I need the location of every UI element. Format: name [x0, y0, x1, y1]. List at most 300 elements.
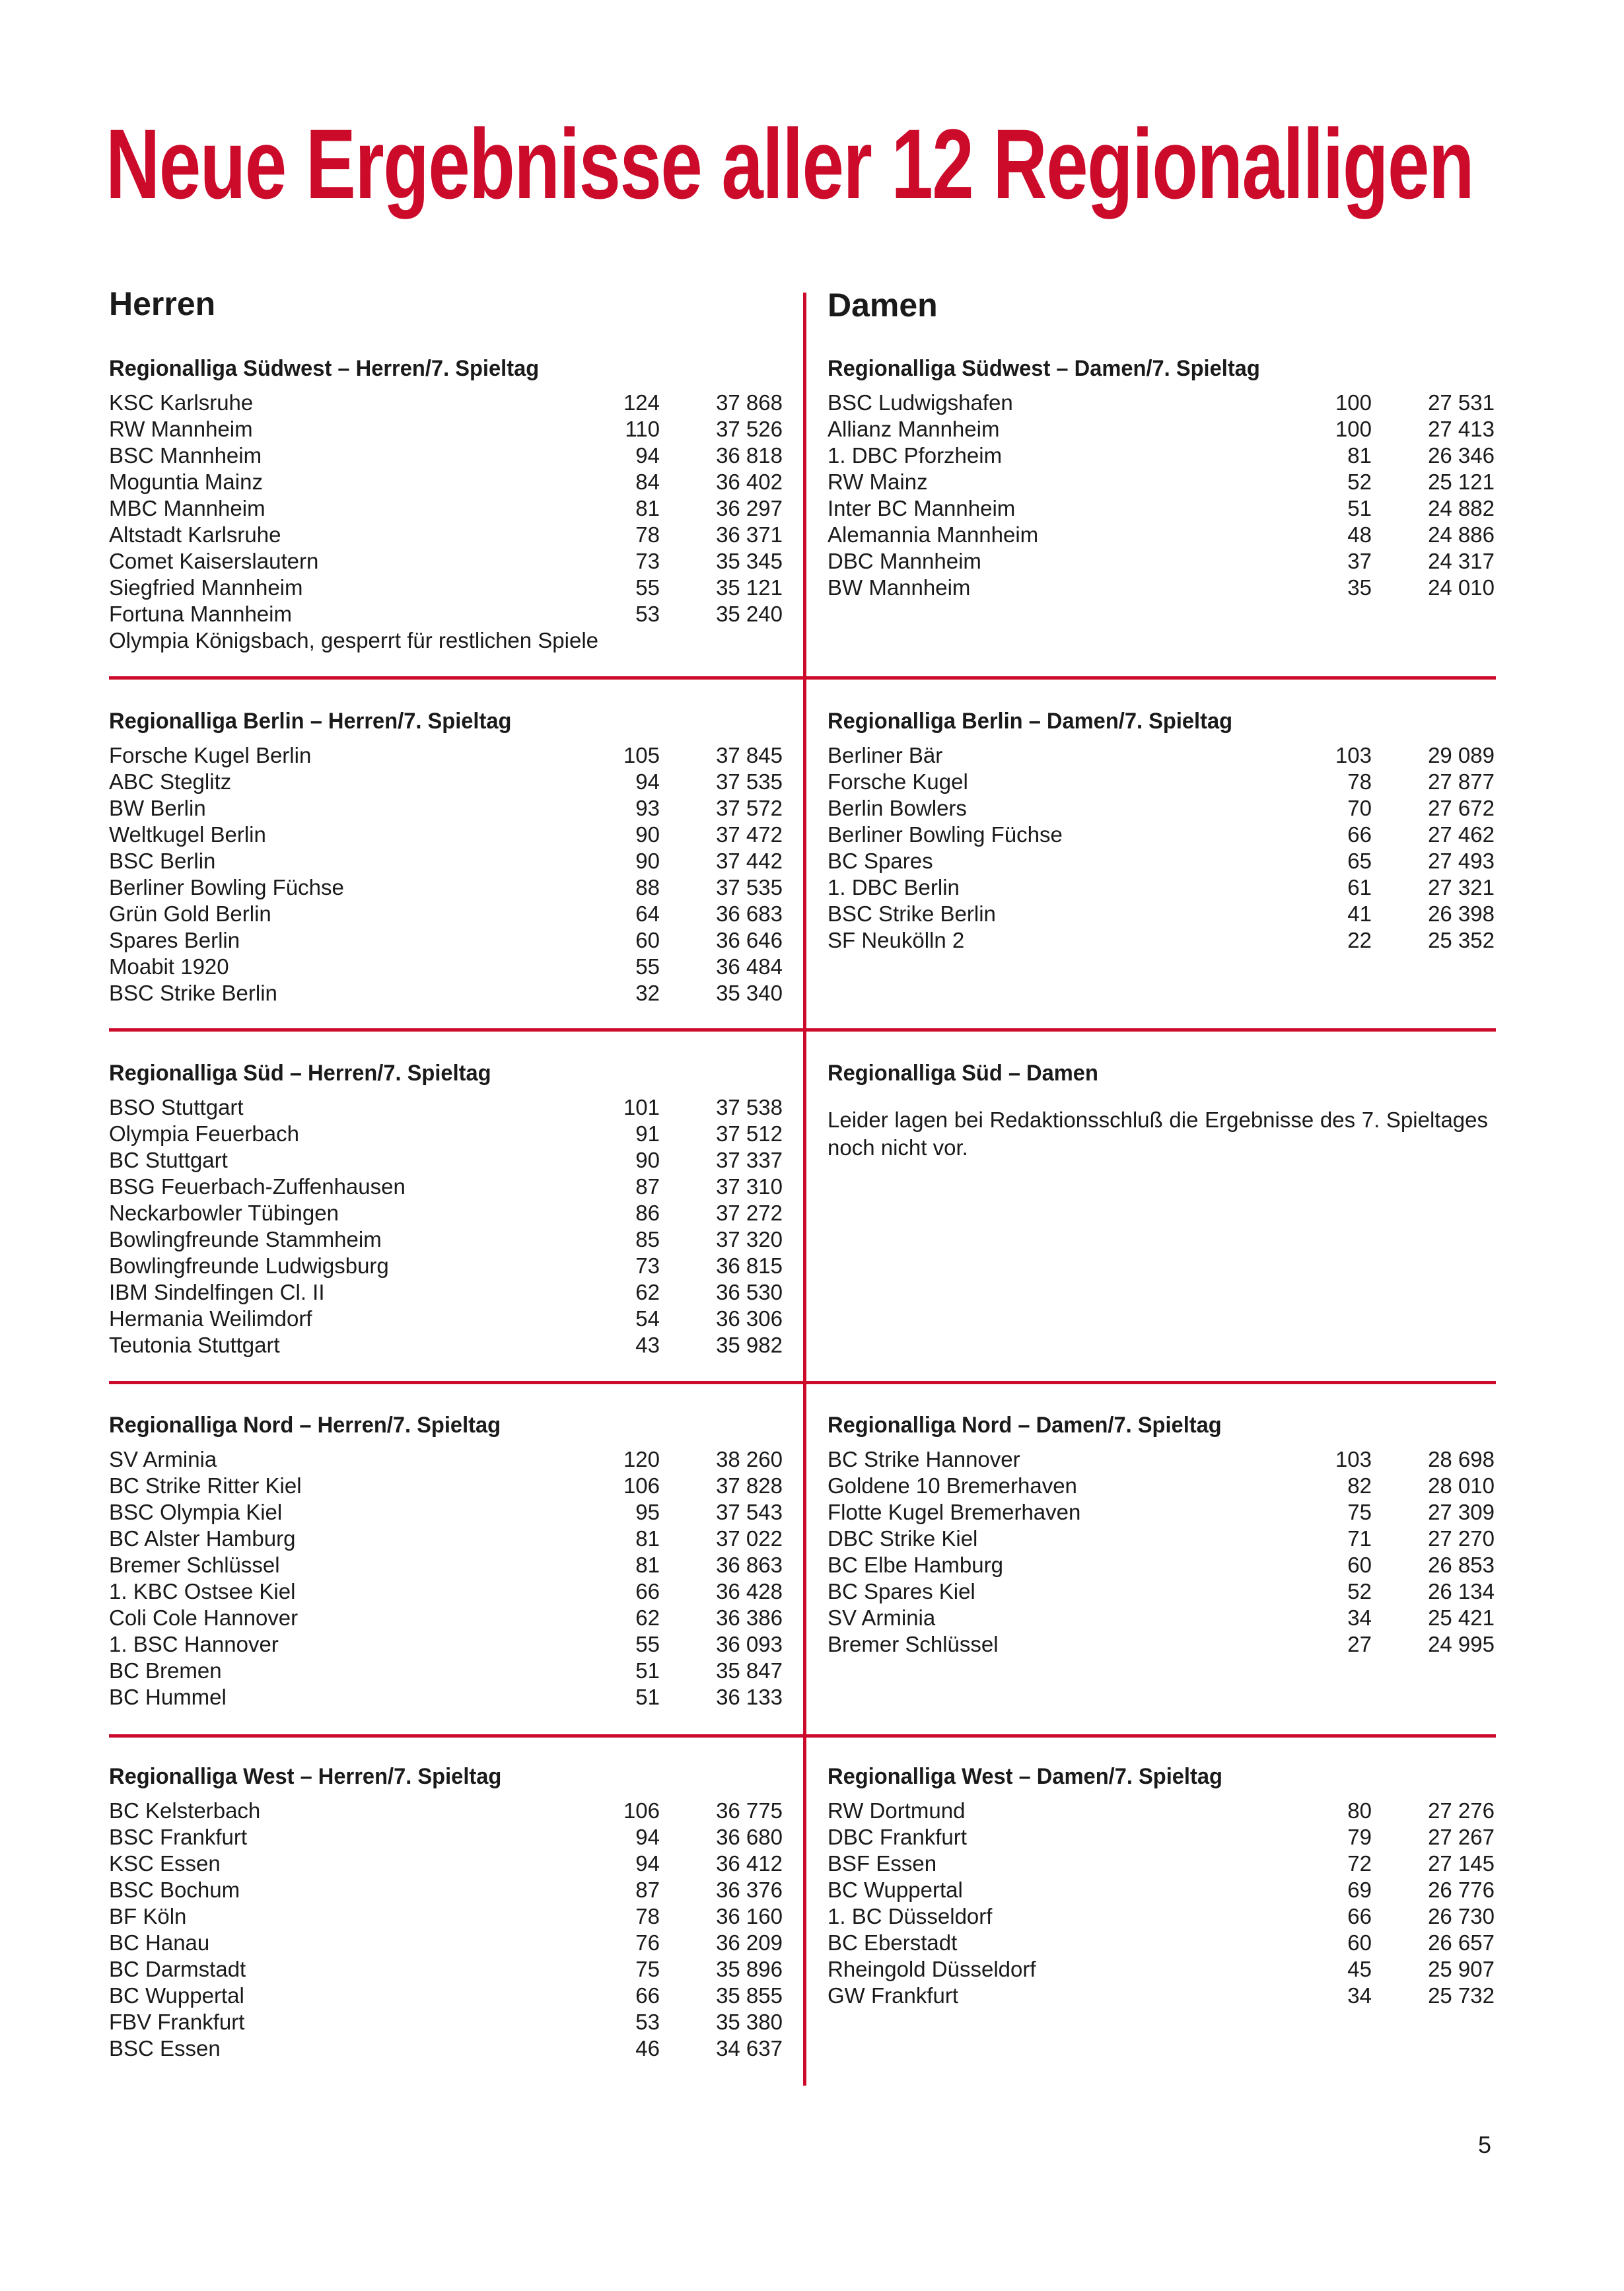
- points-value: 94: [635, 443, 660, 468]
- team-name: 1. KBC Ostsee Kiel: [109, 1579, 296, 1604]
- points-value: 100: [1335, 417, 1372, 441]
- team-name: BSC Strike Berlin: [828, 901, 996, 926]
- table-row: [828, 442, 1495, 469]
- table-row: [109, 1306, 783, 1332]
- team-name: BSF Essen: [828, 1851, 937, 1876]
- team-name: BC Darmstadt: [109, 1957, 246, 1981]
- table-row: [109, 1279, 783, 1306]
- pins-value: 37 022: [716, 1526, 783, 1551]
- points-value: 66: [1347, 822, 1372, 847]
- pins-value: 35 345: [716, 549, 783, 573]
- points-value: 87: [635, 1174, 660, 1199]
- team-name: Spares Berlin: [109, 928, 240, 952]
- points-value: 106: [623, 1798, 660, 1823]
- pins-value: 24 886: [1428, 522, 1495, 547]
- points-value: 43: [635, 1333, 660, 1357]
- pins-value: 35 340: [716, 981, 783, 1005]
- points-value: 75: [635, 1957, 660, 1981]
- points-value: 73: [635, 549, 660, 573]
- table-row: [109, 822, 783, 848]
- points-value: 54: [635, 1306, 660, 1331]
- team-name: BC Wuppertal: [109, 1983, 244, 2008]
- pins-value: 36 376: [716, 1878, 783, 1902]
- team-name: BSC Bochum: [109, 1878, 240, 1902]
- table-row: [109, 601, 783, 627]
- points-value: 62: [635, 1605, 660, 1630]
- table-row: [828, 1631, 1495, 1658]
- table-row: [109, 901, 783, 927]
- team-name: Olympia Feuerbach: [109, 1121, 299, 1146]
- table-row: [828, 1473, 1495, 1499]
- points-value: 120: [623, 1447, 660, 1471]
- table-row: [828, 1552, 1495, 1578]
- team-name: BSC Frankfurt: [109, 1825, 248, 1849]
- table-row: [109, 1658, 783, 1684]
- team-name: BSO Stuttgart: [109, 1095, 244, 1119]
- standings-table: [828, 1446, 1495, 1658]
- table-row: [109, 1850, 783, 1877]
- pins-value: 37 526: [716, 417, 783, 441]
- pins-value: 36 297: [716, 496, 783, 520]
- pins-value: 37 828: [716, 1473, 783, 1498]
- team-name: Goldene 10 Bremerhaven: [828, 1473, 1077, 1498]
- table-row: [828, 1983, 1495, 2009]
- pins-value: 26 730: [1428, 1904, 1495, 1928]
- table-row: [828, 742, 1495, 769]
- points-value: 94: [635, 1825, 660, 1849]
- team-name: BC Strike Hannover: [828, 1447, 1020, 1471]
- league-block-damen-west: [828, 1762, 1495, 2009]
- pins-value: 37 535: [716, 769, 783, 794]
- points-value: 69: [1347, 1878, 1372, 1902]
- team-name: Berliner Bowling Füchse: [828, 822, 1063, 847]
- pins-value: 37 512: [716, 1121, 783, 1146]
- team-name: 1. DBC Pforzheim: [828, 443, 1003, 468]
- pins-value: 37 472: [716, 822, 783, 847]
- pins-value: 24 995: [1428, 1632, 1495, 1656]
- points-value: 75: [1347, 1500, 1372, 1524]
- table-row: [109, 1332, 783, 1358]
- team-name: Bremer Schlüssel: [828, 1632, 999, 1656]
- table-row: [828, 901, 1495, 927]
- pins-value: 35 896: [716, 1957, 783, 1981]
- table-row: [109, 442, 783, 469]
- team-name: BC Alster Hamburg: [109, 1526, 296, 1551]
- league-title: Regionalliga Berlin – Damen/7. Spieltag: [828, 709, 1233, 734]
- team-name: BSC Berlin: [109, 849, 216, 873]
- table-row: [828, 927, 1495, 954]
- table-row: [828, 1526, 1495, 1552]
- team-name: RW Dortmund: [828, 1798, 966, 1823]
- pins-value: 36 815: [716, 1253, 783, 1278]
- team-name: Moguntia Mainz: [109, 470, 263, 494]
- points-value: 94: [635, 1851, 660, 1876]
- pins-value: 27 413: [1428, 417, 1495, 441]
- pins-value: 36 133: [716, 1685, 783, 1709]
- pins-value: 26 398: [1428, 901, 1495, 926]
- table-row: [109, 742, 783, 769]
- table-row: [109, 1824, 783, 1850]
- pins-value: 35 121: [716, 575, 783, 600]
- footnote: Olympia Königsbach, gesperrt für restlichen Spiele: [109, 628, 599, 652]
- points-value: 103: [1335, 743, 1372, 767]
- team-name: Coli Cole Hannover: [109, 1605, 299, 1630]
- table-row: [109, 1147, 783, 1174]
- team-name: Neckarbowler Tübingen: [109, 1201, 339, 1225]
- points-value: 90: [635, 822, 660, 847]
- points-value: 46: [635, 2036, 660, 2061]
- table-row: [109, 1631, 783, 1658]
- team-name: Forsche Kugel: [828, 769, 968, 794]
- table-row: [828, 495, 1495, 522]
- standings-table: [109, 1446, 783, 1710]
- standings-table: [109, 742, 783, 1006]
- table-row: [828, 548, 1495, 575]
- points-value: 60: [1347, 1930, 1372, 1955]
- pins-value: 36 775: [716, 1798, 783, 1823]
- team-name: BSC Essen: [109, 2036, 221, 2061]
- points-value: 73: [635, 1253, 660, 1278]
- points-value: 60: [1347, 1553, 1372, 1577]
- pins-value: 25 352: [1428, 928, 1495, 952]
- team-name: MBC Mannheim: [109, 496, 265, 520]
- table-row: [109, 769, 783, 795]
- league-block-herren-west: [109, 1762, 783, 2062]
- table-row: [109, 1121, 783, 1147]
- pins-value: 36 371: [716, 522, 783, 547]
- table-row: [828, 1605, 1495, 1631]
- pins-value: 25 732: [1428, 1983, 1495, 2008]
- pins-value: 35 982: [716, 1333, 783, 1357]
- table-row: [109, 1526, 783, 1552]
- points-value: 66: [1347, 1904, 1372, 1928]
- points-value: 78: [1347, 769, 1372, 794]
- team-name: Weltkugel Berlin: [109, 822, 266, 847]
- team-name: BSC Ludwigshafen: [828, 390, 1013, 415]
- team-name: Moabit 1920: [109, 954, 229, 979]
- section-divider: [109, 676, 1496, 680]
- pins-value: 38 260: [716, 1447, 783, 1471]
- table-row: [109, 1094, 783, 1121]
- pins-value: 29 089: [1428, 743, 1495, 767]
- points-value: 55: [635, 1632, 660, 1656]
- points-value: 90: [635, 1148, 660, 1172]
- pins-value: 36 160: [716, 1904, 783, 1928]
- pins-value: 28 010: [1428, 1473, 1495, 1498]
- table-row: [109, 2035, 783, 2062]
- team-name: RW Mainz: [828, 470, 928, 494]
- standings-table: [109, 1798, 783, 2062]
- pins-value: 27 145: [1428, 1851, 1495, 1876]
- table-row: [828, 390, 1495, 416]
- points-value: 52: [1347, 1579, 1372, 1604]
- pins-value: 26 346: [1428, 443, 1495, 468]
- pins-value: 36 412: [716, 1851, 783, 1876]
- team-name: SF Neukölln 2: [828, 928, 965, 952]
- table-row: [828, 1877, 1495, 1903]
- points-value: 32: [635, 981, 660, 1005]
- table-row: [109, 1903, 783, 1930]
- table-row: [109, 1253, 783, 1279]
- team-name: BSG Feuerbach-Zuffenhausen: [109, 1174, 406, 1199]
- table-row: [109, 1174, 783, 1200]
- table-row: [828, 416, 1495, 442]
- team-name: Grün Gold Berlin: [109, 901, 271, 926]
- team-name: BC Kelsterbach: [109, 1798, 261, 1823]
- section-divider: [109, 1028, 1496, 1032]
- league-block-herren-sued: [109, 1059, 783, 1358]
- league-block-damen-berlin: [828, 707, 1495, 954]
- pins-value: 36 093: [716, 1632, 783, 1656]
- team-name: BC Spares: [828, 849, 933, 873]
- points-value: 95: [635, 1500, 660, 1524]
- team-name: Berlin Bowlers: [828, 796, 967, 820]
- pins-value: 37 442: [716, 849, 783, 873]
- pins-value: 36 530: [716, 1280, 783, 1304]
- table-row: [109, 416, 783, 442]
- team-name: Forsche Kugel Berlin: [109, 743, 312, 767]
- league-title: Regionalliga Nord – Herren/7. Spieltag: [109, 1413, 501, 1438]
- team-name: 1. DBC Berlin: [828, 875, 960, 899]
- points-value: 91: [635, 1121, 660, 1146]
- table-row: [828, 1824, 1495, 1850]
- team-name: Flotte Kugel Bremerhaven: [828, 1500, 1081, 1524]
- pins-value: 36 683: [716, 901, 783, 926]
- standings-table: [109, 1094, 783, 1358]
- team-name: SV Arminia: [828, 1605, 936, 1630]
- team-name: Comet Kaiserslautern: [109, 549, 319, 573]
- pins-value: 27 270: [1428, 1526, 1495, 1551]
- table-row: [109, 390, 783, 416]
- table-row: [109, 1552, 783, 1578]
- team-name: BC Strike Ritter Kiel: [109, 1473, 302, 1498]
- team-name: 1. BSC Hannover: [109, 1632, 279, 1656]
- pins-value: 27 309: [1428, 1500, 1495, 1524]
- team-name: BC Stuttgart: [109, 1148, 228, 1172]
- pins-value: 27 672: [1428, 796, 1495, 820]
- team-name: BC Wuppertal: [828, 1878, 963, 1902]
- pins-value: 37 538: [716, 1095, 783, 1119]
- points-value: 79: [1347, 1825, 1372, 1849]
- league-block-damen-nord: [828, 1411, 1495, 1658]
- missing-results-note: Leider lagen bei Redaktionsschluß die Ergebnisse des 7. Spieltages noch nicht vor.: [828, 1108, 1488, 1160]
- points-value: 22: [1347, 928, 1372, 952]
- pins-value: 37 845: [716, 743, 783, 767]
- team-name: SV Arminia: [109, 1447, 217, 1471]
- team-name: BF Köln: [109, 1904, 187, 1928]
- team-name: KSC Karlsruhe: [109, 390, 254, 415]
- pins-value: 28 698: [1428, 1447, 1495, 1471]
- points-value: 78: [635, 522, 660, 547]
- points-value: 101: [623, 1095, 660, 1119]
- table-row: [109, 1578, 783, 1605]
- team-name: BSC Olympia Kiel: [109, 1500, 283, 1524]
- pins-value: 34 637: [716, 2036, 783, 2061]
- pins-value: 37 868: [716, 390, 783, 415]
- points-value: 66: [635, 1983, 660, 2008]
- standings-table: [828, 742, 1495, 954]
- points-value: 124: [623, 390, 660, 415]
- pins-value: 27 462: [1428, 822, 1495, 847]
- table-row: [109, 1930, 783, 1956]
- points-value: 110: [625, 417, 660, 441]
- points-value: 93: [635, 796, 660, 820]
- pins-value: 37 337: [716, 1148, 783, 1172]
- team-name: Siegfried Mannheim: [109, 575, 303, 600]
- league-block-damen-sued: [828, 1059, 1495, 1183]
- team-name: Bowlingfreunde Ludwigsburg: [109, 1253, 389, 1278]
- points-value: 80: [1347, 1798, 1372, 1823]
- points-value: 65: [1347, 849, 1372, 873]
- team-name: Fortuna Mannheim: [109, 602, 292, 626]
- pins-value: 36 863: [716, 1553, 783, 1577]
- pins-value: 36 402: [716, 470, 783, 494]
- table-row: [828, 848, 1495, 874]
- team-name: ABC Steglitz: [109, 769, 232, 794]
- points-value: 34: [1347, 1605, 1372, 1630]
- table-row: [109, 980, 783, 1006]
- pins-value: 35 855: [716, 1983, 783, 2008]
- points-value: 81: [635, 1526, 660, 1551]
- table-row: [828, 1798, 1495, 1824]
- pins-value: 24 882: [1428, 496, 1495, 520]
- standings-table: [109, 390, 783, 627]
- points-value: 34: [1347, 1983, 1372, 2008]
- pins-value: 36 428: [716, 1579, 783, 1604]
- table-row: [109, 1200, 783, 1226]
- team-name: BC Hummel: [109, 1685, 227, 1709]
- damen-column-heading: Damen: [828, 287, 938, 324]
- points-value: 106: [623, 1473, 660, 1498]
- points-value: 84: [635, 470, 660, 494]
- points-value: 86: [635, 1201, 660, 1225]
- table-row: [109, 795, 783, 822]
- table-row: [109, 495, 783, 522]
- team-name: Hermania Weilimdorf: [109, 1306, 312, 1331]
- points-value: 64: [635, 901, 660, 926]
- standings-table: [828, 1798, 1495, 2009]
- points-value: 100: [1335, 390, 1372, 415]
- points-value: 81: [635, 496, 660, 520]
- points-value: 35: [1347, 575, 1372, 600]
- team-name: KSC Essen: [109, 1851, 221, 1876]
- pins-value: 36 484: [716, 954, 783, 979]
- table-row: [828, 1903, 1495, 1930]
- points-value: 87: [635, 1878, 660, 1902]
- points-value: 27: [1347, 1632, 1372, 1656]
- pins-value: 35 380: [716, 2010, 783, 2034]
- table-row: [828, 1930, 1495, 1956]
- team-name: Alemannia Mannheim: [828, 522, 1039, 547]
- points-value: 82: [1347, 1473, 1372, 1498]
- table-row: [828, 1956, 1495, 1983]
- points-value: 105: [623, 743, 660, 767]
- team-name: Allianz Mannheim: [828, 417, 1000, 441]
- points-value: 78: [635, 1904, 660, 1928]
- section-divider: [109, 1734, 1496, 1738]
- league-block-herren-berlin: [109, 707, 783, 1006]
- pins-value: 26 134: [1428, 1579, 1495, 1604]
- pins-value: 24 317: [1428, 549, 1495, 573]
- table-row: [109, 1877, 783, 1903]
- team-name: Rheingold Düsseldorf: [828, 1957, 1036, 1981]
- table-row: [828, 795, 1495, 822]
- pins-value: 27 267: [1428, 1825, 1495, 1849]
- points-value: 88: [635, 875, 660, 899]
- table-row: [109, 1473, 783, 1499]
- herren-column-heading: Herren: [109, 285, 216, 322]
- pins-value: 27 276: [1428, 1798, 1495, 1823]
- table-row: [828, 769, 1495, 795]
- points-value: 37: [1347, 549, 1372, 573]
- points-value: 94: [635, 769, 660, 794]
- points-value: 85: [635, 1227, 660, 1251]
- pins-value: 36 386: [716, 1605, 783, 1630]
- team-name: BC Elbe Hamburg: [828, 1553, 1003, 1577]
- pins-value: 26 657: [1428, 1930, 1495, 1955]
- league-title: Regionalliga Nord – Damen/7. Spieltag: [828, 1413, 1222, 1438]
- league-title: Regionalliga Süd – Herren/7. Spieltag: [109, 1061, 491, 1086]
- team-name: BC Eberstadt: [828, 1930, 958, 1955]
- page-title: Neue Ergebnisse aller 12 Regionalligen: [106, 108, 1474, 219]
- points-value: 53: [635, 602, 660, 626]
- team-name: DBC Frankfurt: [828, 1825, 967, 1849]
- points-value: 51: [635, 1685, 660, 1709]
- team-name: Berliner Bowling Füchse: [109, 875, 344, 899]
- points-value: 81: [1347, 443, 1372, 468]
- points-value: 51: [1347, 496, 1372, 520]
- pins-value: 37 535: [716, 875, 783, 899]
- table-row: [828, 469, 1495, 495]
- league-block-herren-suedwest: [109, 354, 783, 654]
- points-value: 72: [1347, 1851, 1372, 1876]
- table-row: [828, 1499, 1495, 1526]
- team-name: 1. BC Düsseldorf: [828, 1904, 993, 1928]
- team-name: DBC Mannheim: [828, 549, 981, 573]
- league-title: Regionalliga Berlin – Herren/7. Spieltag: [109, 709, 512, 734]
- pins-value: 37 272: [716, 1201, 783, 1225]
- points-value: 70: [1347, 796, 1372, 820]
- table-row: [109, 548, 783, 575]
- pins-value: 37 543: [716, 1500, 783, 1524]
- pins-value: 36 209: [716, 1930, 783, 1955]
- pins-value: 37 572: [716, 796, 783, 820]
- table-row: [109, 1499, 783, 1526]
- team-name: Teutonia Stuttgart: [109, 1333, 280, 1357]
- team-name: BC Spares Kiel: [828, 1579, 975, 1604]
- points-value: 55: [635, 954, 660, 979]
- pins-value: 36 680: [716, 1825, 783, 1849]
- league-block-herren-nord: [109, 1411, 783, 1710]
- team-name: FBV Frankfurt: [109, 2010, 245, 2034]
- table-row: [109, 1605, 783, 1631]
- team-name: BW Mannheim: [828, 575, 971, 600]
- team-name: BW Berlin: [109, 796, 206, 820]
- table-row: [828, 822, 1495, 848]
- table-row: [828, 1578, 1495, 1605]
- pins-value: 27 493: [1428, 849, 1495, 873]
- pins-value: 37 310: [716, 1174, 783, 1199]
- league-block-damen-suedwest: [828, 354, 1495, 601]
- points-value: 81: [635, 1553, 660, 1577]
- table-row: [109, 1684, 783, 1710]
- team-name: DBC Strike Kiel: [828, 1526, 978, 1551]
- table-row: [109, 874, 783, 901]
- table-row: [109, 1226, 783, 1253]
- standings-table: [828, 390, 1495, 601]
- points-value: 52: [1347, 470, 1372, 494]
- pins-value: 25 907: [1428, 1957, 1495, 1981]
